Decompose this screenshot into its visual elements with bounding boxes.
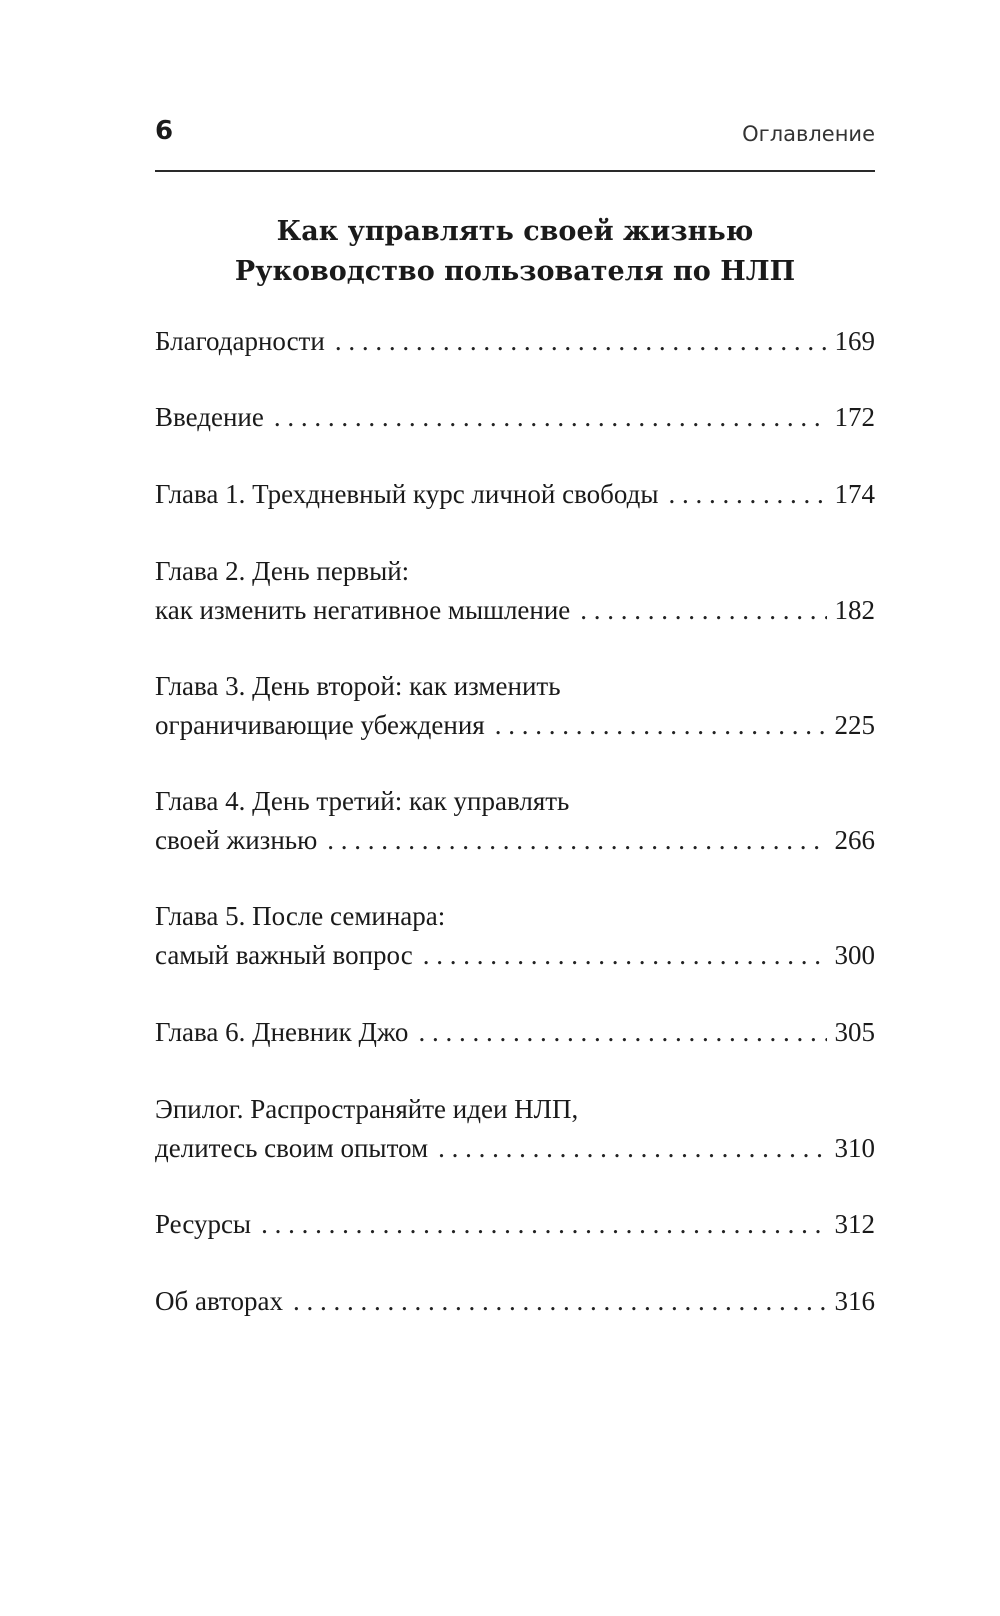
toc-entry-page: 300 (834, 940, 875, 970)
toc-entry-page: 172 (834, 402, 875, 432)
toc-entry-line (155, 322, 875, 361)
toc-entry-line (155, 1013, 875, 1052)
toc-entry-epilogue[interactable] (155, 1090, 875, 1168)
toc-entry-title: Ресурсы (155, 1209, 252, 1239)
toc-entry-acknowledgements[interactable] (155, 322, 875, 361)
toc-entry-title-line: Эпилог. Распространяйте идеи НЛП, (155, 1094, 579, 1124)
toc-entry-title: Глава 6. Дневник Джо (155, 1017, 409, 1047)
toc-entry-title: самый важный вопрос (155, 940, 413, 970)
page-header (155, 112, 875, 172)
dot-leader (317, 821, 827, 860)
dot-leader (658, 475, 827, 514)
toc-entry-about-authors[interactable] (155, 1282, 875, 1321)
toc-entry-introduction[interactable] (155, 398, 875, 437)
toc-entry-line (155, 1205, 875, 1244)
toc-entry-chapter-4[interactable] (155, 782, 875, 860)
dot-leader (485, 706, 827, 745)
toc-entry-title: Глава 1. Трехдневный курс личной свободы (155, 479, 659, 509)
toc-entry-page: 174 (834, 479, 875, 509)
toc-entry-title: Благодарности (155, 326, 325, 356)
toc-entry-page: 310 (834, 1133, 875, 1163)
toc-entry-page: 305 (834, 1017, 875, 1047)
toc-entry-chapter-6[interactable] (155, 1013, 875, 1052)
dot-leader (428, 1129, 827, 1168)
toc-entry-title: Введение (155, 402, 264, 432)
toc-entry-line (155, 936, 875, 975)
toc-entry-line (155, 821, 875, 860)
toc-entry-page: 316 (834, 1286, 875, 1316)
dot-leader (264, 398, 827, 437)
book-title-line-2: Руководство пользователя по НЛП (234, 256, 796, 287)
dot-leader (325, 322, 827, 361)
toc-entry-line (155, 475, 875, 514)
toc-entry-title: ограничивающие убеждения (155, 710, 485, 740)
toc-entry-line (155, 1282, 875, 1321)
toc-entry-title: своей жизнью (155, 825, 318, 855)
toc-entry-line (155, 398, 875, 437)
toc-entry-chapter-3[interactable] (155, 667, 875, 745)
dot-leader (251, 1205, 827, 1244)
book-title (155, 212, 875, 292)
toc-entry-chapter-5[interactable] (155, 897, 875, 975)
dot-leader (283, 1282, 827, 1321)
toc-entry-line (155, 1129, 875, 1168)
toc-entry-title: Об авторах (155, 1286, 283, 1316)
toc-entry-line (155, 706, 875, 745)
book-title-line-1: Как управлять своей жизнью (276, 216, 754, 247)
toc-entry-resources[interactable] (155, 1205, 875, 1244)
toc-entry-title-line: Глава 5. После семинара: (155, 901, 446, 931)
toc-entry-page: 182 (834, 595, 875, 625)
dot-leader (413, 936, 827, 975)
toc-entry-title-line: Глава 3. День второй: как изменить (155, 671, 561, 701)
toc-entry-page: 225 (834, 710, 875, 740)
toc-entry-page: 169 (834, 326, 875, 356)
toc-entry-title-line: Глава 2. День первый: (155, 556, 410, 586)
toc-entry-title-line: Глава 4. День третий: как управлять (155, 786, 570, 816)
toc-entry-line (155, 591, 875, 630)
toc-entry-chapter-1[interactable] (155, 475, 875, 514)
dot-leader (408, 1013, 827, 1052)
toc-entry-chapter-2[interactable] (155, 552, 875, 630)
toc-entry-page: 266 (834, 825, 875, 855)
running-title: Оглавление (742, 122, 875, 146)
toc-entry-title: делитесь своим опытом (155, 1133, 429, 1163)
toc-entry-title: как изменить негативное мышление (155, 595, 571, 625)
dot-leader (570, 591, 827, 630)
page-number: 6 (155, 116, 174, 146)
toc-entry-page: 312 (834, 1209, 875, 1239)
